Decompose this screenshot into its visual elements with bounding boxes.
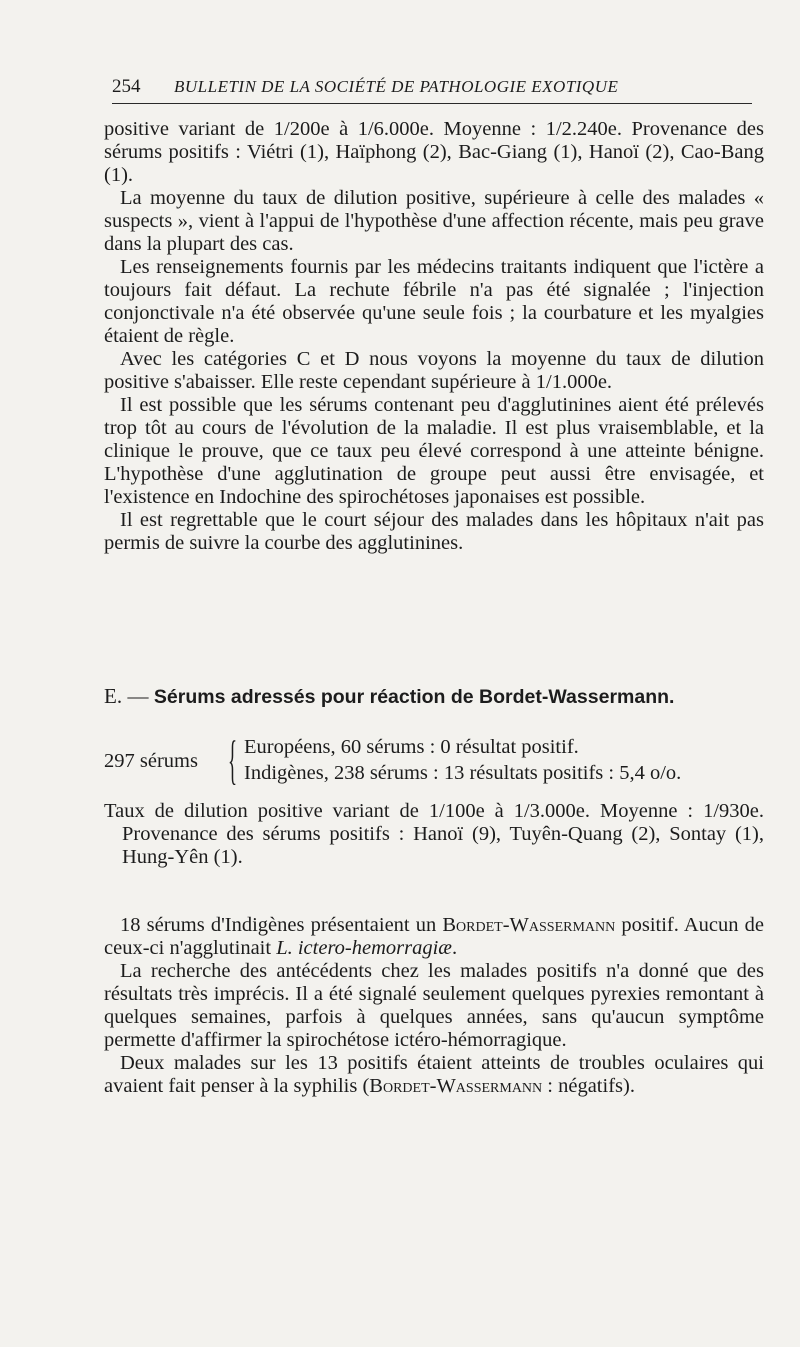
italic-run: L. ictero-hemorragiæ [276,937,452,959]
dilution-block [104,800,764,869]
paragraph: Avec les catégories C et D nous voyons la moyenne du taux de dilution positive s'abaisser. Elle reste cependant supérieure à 1/1.000e. [104,348,764,393]
small-caps-run: Bordet-Wassermann [369,1075,543,1097]
page-number: 254 [112,76,141,97]
serum-line-indigenes: Indigènes, 238 sérums : 13 résultats positifs : 5,4 o/o. [244,762,682,784]
small-caps-run: Bordet-Wassermann [442,914,616,936]
paragraph: La recherche des antécédents chez les malades positifs n'a donné que des résultats très imprécis. Il a été signalé seulement quelques pyrexies remontant à quelques semaines, parfois à quelques années, sans qu'aucun symptôme permette d'affirmer la spirochétose ictéro-hémorragique. [104,960,764,1051]
page-header [112,76,752,100]
text-run: : négatifs). [542,1075,635,1097]
header-rule [112,103,752,104]
running-title: BULLETIN DE LA SOCIÉTÉ DE PATHOLOGIE EXOTIQUE [174,77,619,96]
paragraph: Les renseignements fournis par les médecins traitants indiquent que l'ictère a toujours fait défaut. La rechute fébrile n'a pas été signalée ; l'injection conjonctivale n'a été observée qu'une seule fois ; la courbature et les myalgies étaient de règle. [104,256,764,347]
serum-breakdown [244,734,681,786]
dilution-paragraph: Taux de dilution positive variant de 1/100e à 1/3.000e. Moyenne : 1/930e. Provenance des sérums positifs : Hanoï (9), Tuyên-Quang (2), Sontay (1), Hung-Yên (1). [104,800,764,868]
closing-block [104,914,764,1098]
paragraph [104,914,764,960]
text-run: positif. Aucun de ceux-ci n'agglutinait [104,914,765,959]
section-letter: E. [104,684,123,708]
text-run: . [451,937,458,959]
body-text [104,118,764,555]
paragraph: Il est regrettable que le court séjour des malades dans les hôpitaux n'ait pas permis de suivre la courbe des agglutinines. [104,509,764,554]
serum-line-europeans: Européens, 60 sérums : 0 résultat positif. [244,736,579,758]
brace-symbol: { [228,730,238,790]
section-heading [104,684,764,709]
paragraph: La moyenne du taux de dilution positive, supérieure à celle des malades « suspects », vient à l'appui de l'hypothèse d'une affection récente, mais peu grave dans la plupart des cas. [104,187,764,255]
paragraph: positive variant de 1/200e à 1/6.000e. Moyenne : 1/2.240e. Provenance des sérums positifs : Viétri (1), Haïphong (2), Bac-Giang (1), Hanoï (2), Cao-Bang (1). [104,118,764,186]
paragraph: Il est possible que les sérums contenant peu d'agglutinines aient été prélevés trop tôt au cours de l'évolution de la maladie. Il est plus vraisemblable, et la clinique le prouve, que ce taux peu élevé correspond à une atteinte bénigne. L'hypothèse d'une agglutination de groupe peut aussi être envisagée, et l'existence en Indochine des spirochétoses japonaises est possible. [104,394,764,508]
text-run: Deux malades sur les 13 positifs étaient atteints de troubles oculaires qui avaient fait penser à la syphilis ( [104,1052,764,1097]
serum-summary [104,730,764,790]
text-run: 18 sérums d'Indigènes présentaient un [120,914,443,936]
section-title: Sérums adressés pour réaction de Bordet-Wassermann. [153,686,675,708]
paragraph [104,1052,764,1098]
section-dash: — [127,684,149,708]
serum-total-label: 297 sérums [104,750,198,772]
